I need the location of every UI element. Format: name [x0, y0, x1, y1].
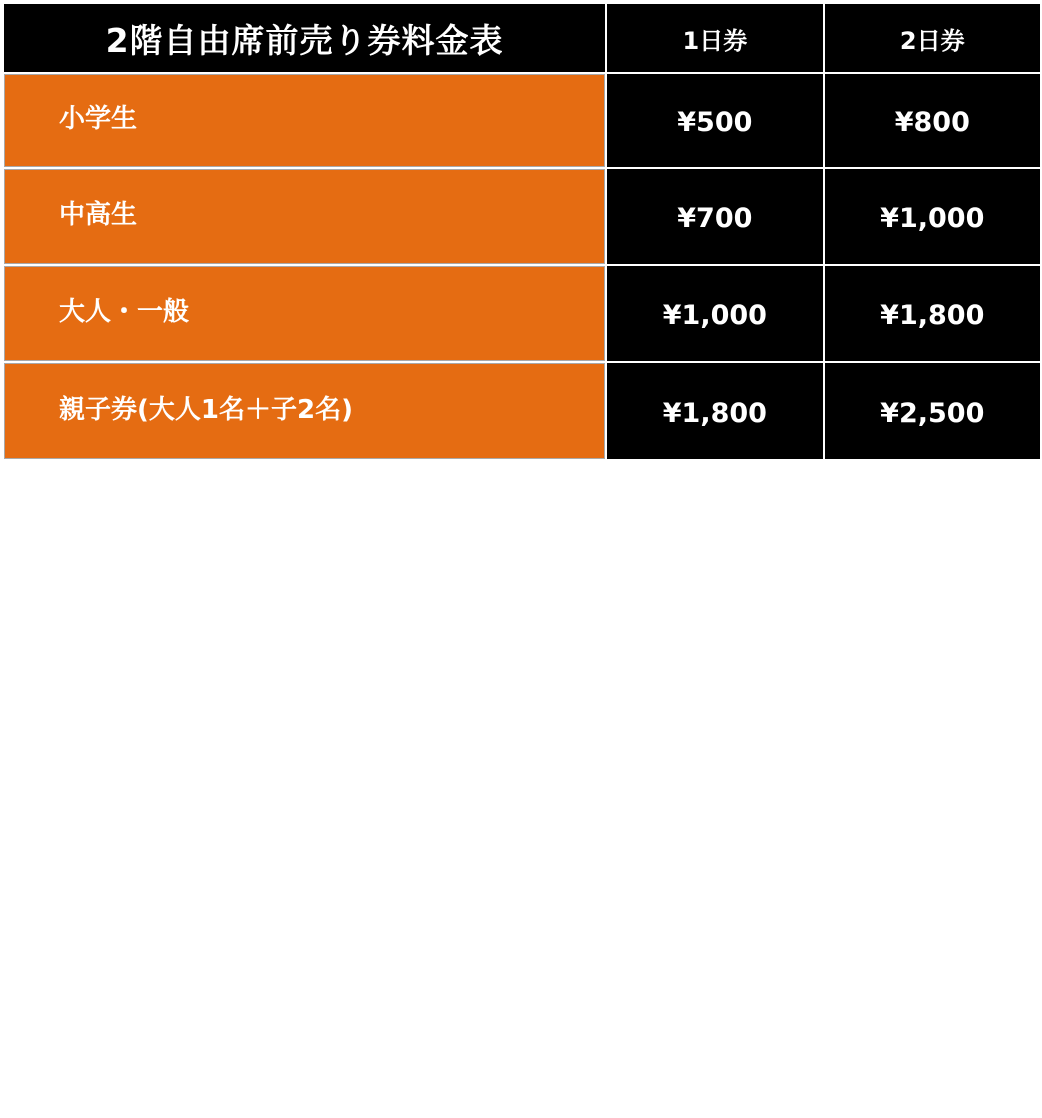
price-one-day: [607, 266, 822, 361]
price-two-day: [825, 363, 1040, 459]
price-two-day: [825, 74, 1040, 167]
category-cell: [4, 363, 605, 459]
price-value: ¥500: [677, 107, 753, 138]
column-header-two-day: 2日券: [825, 4, 1040, 72]
column-header-one-day: 1日券: [607, 4, 822, 72]
price-one-day: [607, 363, 822, 459]
price-value: ¥1,800: [880, 300, 985, 331]
category-cell: [4, 74, 605, 167]
category-label: 小学生: [59, 104, 138, 134]
price-one-day: [607, 74, 822, 167]
price-two-day: [825, 266, 1040, 361]
table-row: [4, 169, 1040, 264]
header-row: [4, 4, 1040, 72]
price-table: [2, 2, 1042, 461]
category-label: 中高生: [59, 200, 138, 230]
price-two-day: [825, 169, 1040, 264]
table-row: [4, 74, 1040, 167]
category-label: 親子券(大人1名＋子2名): [59, 394, 353, 425]
table-row: [4, 266, 1040, 361]
price-value: ¥700: [677, 203, 753, 234]
category-label: 大人・一般: [59, 297, 190, 327]
price-one-day: [607, 169, 822, 264]
price-value: ¥1,000: [880, 203, 985, 234]
table-title: 2階自由席前売り券料金表: [4, 4, 605, 72]
table-row: [4, 363, 1040, 459]
price-value: ¥1,000: [662, 300, 767, 331]
price-value: ¥1,800: [662, 397, 767, 429]
category-cell: [4, 169, 605, 264]
price-value: ¥2,500: [880, 397, 985, 429]
category-cell: [4, 266, 605, 361]
price-value: ¥800: [894, 107, 970, 138]
